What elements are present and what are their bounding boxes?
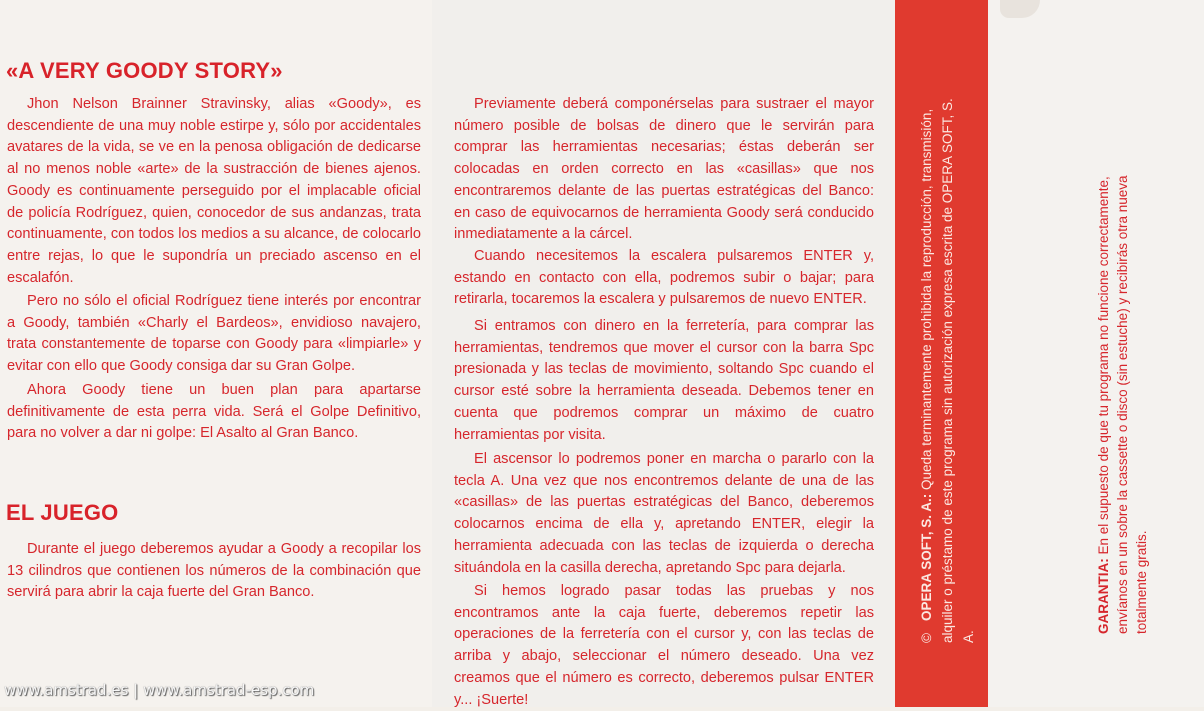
instructions-paragraph-3: Si entramos con dinero en la ferretería, para comprar las herramientas, tendremos que mover el cursor con la barra Spc presionada y las teclas de movimiento, soltando Spc cuando el cursor esté sobre la herramienta deseada. Debemos tener en cuenta que podremos comprar un máximo de cuatro herramientas por visita. — [454, 318, 874, 443]
story-paragraph-1: Jhon Nelson Brainner Stravinsky, alias «Goody», es descendiente de una muy noble estirpe y, sólo por accidentales avatares de la vida, se ve en la penosa obligación de dedicarse al no menos noble «arte» de la sustracción de bienes ajenos. Goody es continuamente perseguido por el implacable oficial de policía Rodríguez, quien, conocedor de sus andanzas, trata continuamente, con todos los medios a su alcance, de colocarlo entre rejas, lo que le supondría un preciado ascenso en el escalafón. — [7, 96, 421, 286]
story-title: «A VERY GOODY STORY» — [6, 58, 283, 83]
copyright-symbol: © — [919, 633, 934, 643]
legal-company: OPERA SOFT, S. A.: — [919, 493, 934, 622]
game-section-title: EL JUEGO — [6, 500, 119, 525]
instructions-paragraph-1: Previamente deberá componérselas para sustraer el mayor número posible de bolsas de dinero que le servirán para comprar las herramientas necesarias; éstas deberán ser colocadas en orden correcto en las «casillas» que nos encontraremos delante de las puertas estratégicas del Banco: en caso de equivocarnos de herramienta Goody será conducido inmediatamente a la cárcel. — [454, 96, 874, 243]
guarantee-notice — [1094, 144, 1151, 634]
story-paragraph-2: Pero no sólo el oficial Rodríguez tiene interés por encontrar a Goody, también «Charly el Bardeos», envidioso navajero, trata constantemente de toparse con Goody para «limpiarle» y evitar con ello que Goody consiga dar su Gran Golpe. — [7, 293, 421, 375]
story-paragraph-3: Ahora Goody tiene un buen plan para apartarse definitivamente de esta perra vida. Será el Golpe Definitivo, para no volver a dar ni golpe: El Asalto al Gran Banco. — [7, 382, 421, 442]
left-panel — [0, 0, 432, 707]
website-credits: www.amstrad.es | www.amstrad-esp.com — [4, 681, 315, 699]
legal-notice — [916, 83, 979, 643]
guarantee-label: GARANTIA: — [1096, 558, 1111, 634]
middle-panel — [432, 0, 895, 707]
instructions-paragraph-2: Cuando necesitemos la escalera pulsaremos ENTER y, estando en contacto con ella, podremos subir o bajar; para retirarla, tocaremos la escalera y pulsaremos de nuevo ENTER. — [454, 248, 874, 308]
game-paragraph: Durante el juego deberemos ayudar a Goody a recopilar los 13 cilindros que contienen los números de la combinación que servirá para abrir la caja fuerte del Gran Banco. — [7, 541, 421, 601]
instructions-paragraph-4: El ascensor lo podremos poner en marcha o pararlo con la tecla A. Una vez que nos encontremos delante de una de las «casillas» de las puertas estratégicas del Banco, deberemos colocarnos encima de ella y, apretando ENTER, elegir la herramienta adecuada con las teclas de izquierda o derecha situándola en la casilla derecha, apretando Spc para dejarla. — [454, 451, 874, 576]
instructions-paragraph-5: Si hemos logrado pasar todas las pruebas y nos encontramos ante la caja fuerte, deberemos repetir las operaciones de la ferretería con el cursor y, con las teclas de arriba y abajo, seleccionar el número deseado. Una vez creamos que el número es correcto, deberemos pulsar ENTER y... ¡Suerte! — [454, 583, 874, 708]
legal-text: Queda terminantemente prohibida la reproducción, transmisión, alquiler o préstamo de este programa sin autorización expresa escrita de OPERA SOFT, S. A. — [919, 98, 976, 643]
guarantee-text: En el supuesto de que tu programa no funcione correctamente, envíanos en un sobre la cassette o disco (sin estuche) y recibirás otra nueva totalmente gratis. — [1096, 175, 1149, 634]
